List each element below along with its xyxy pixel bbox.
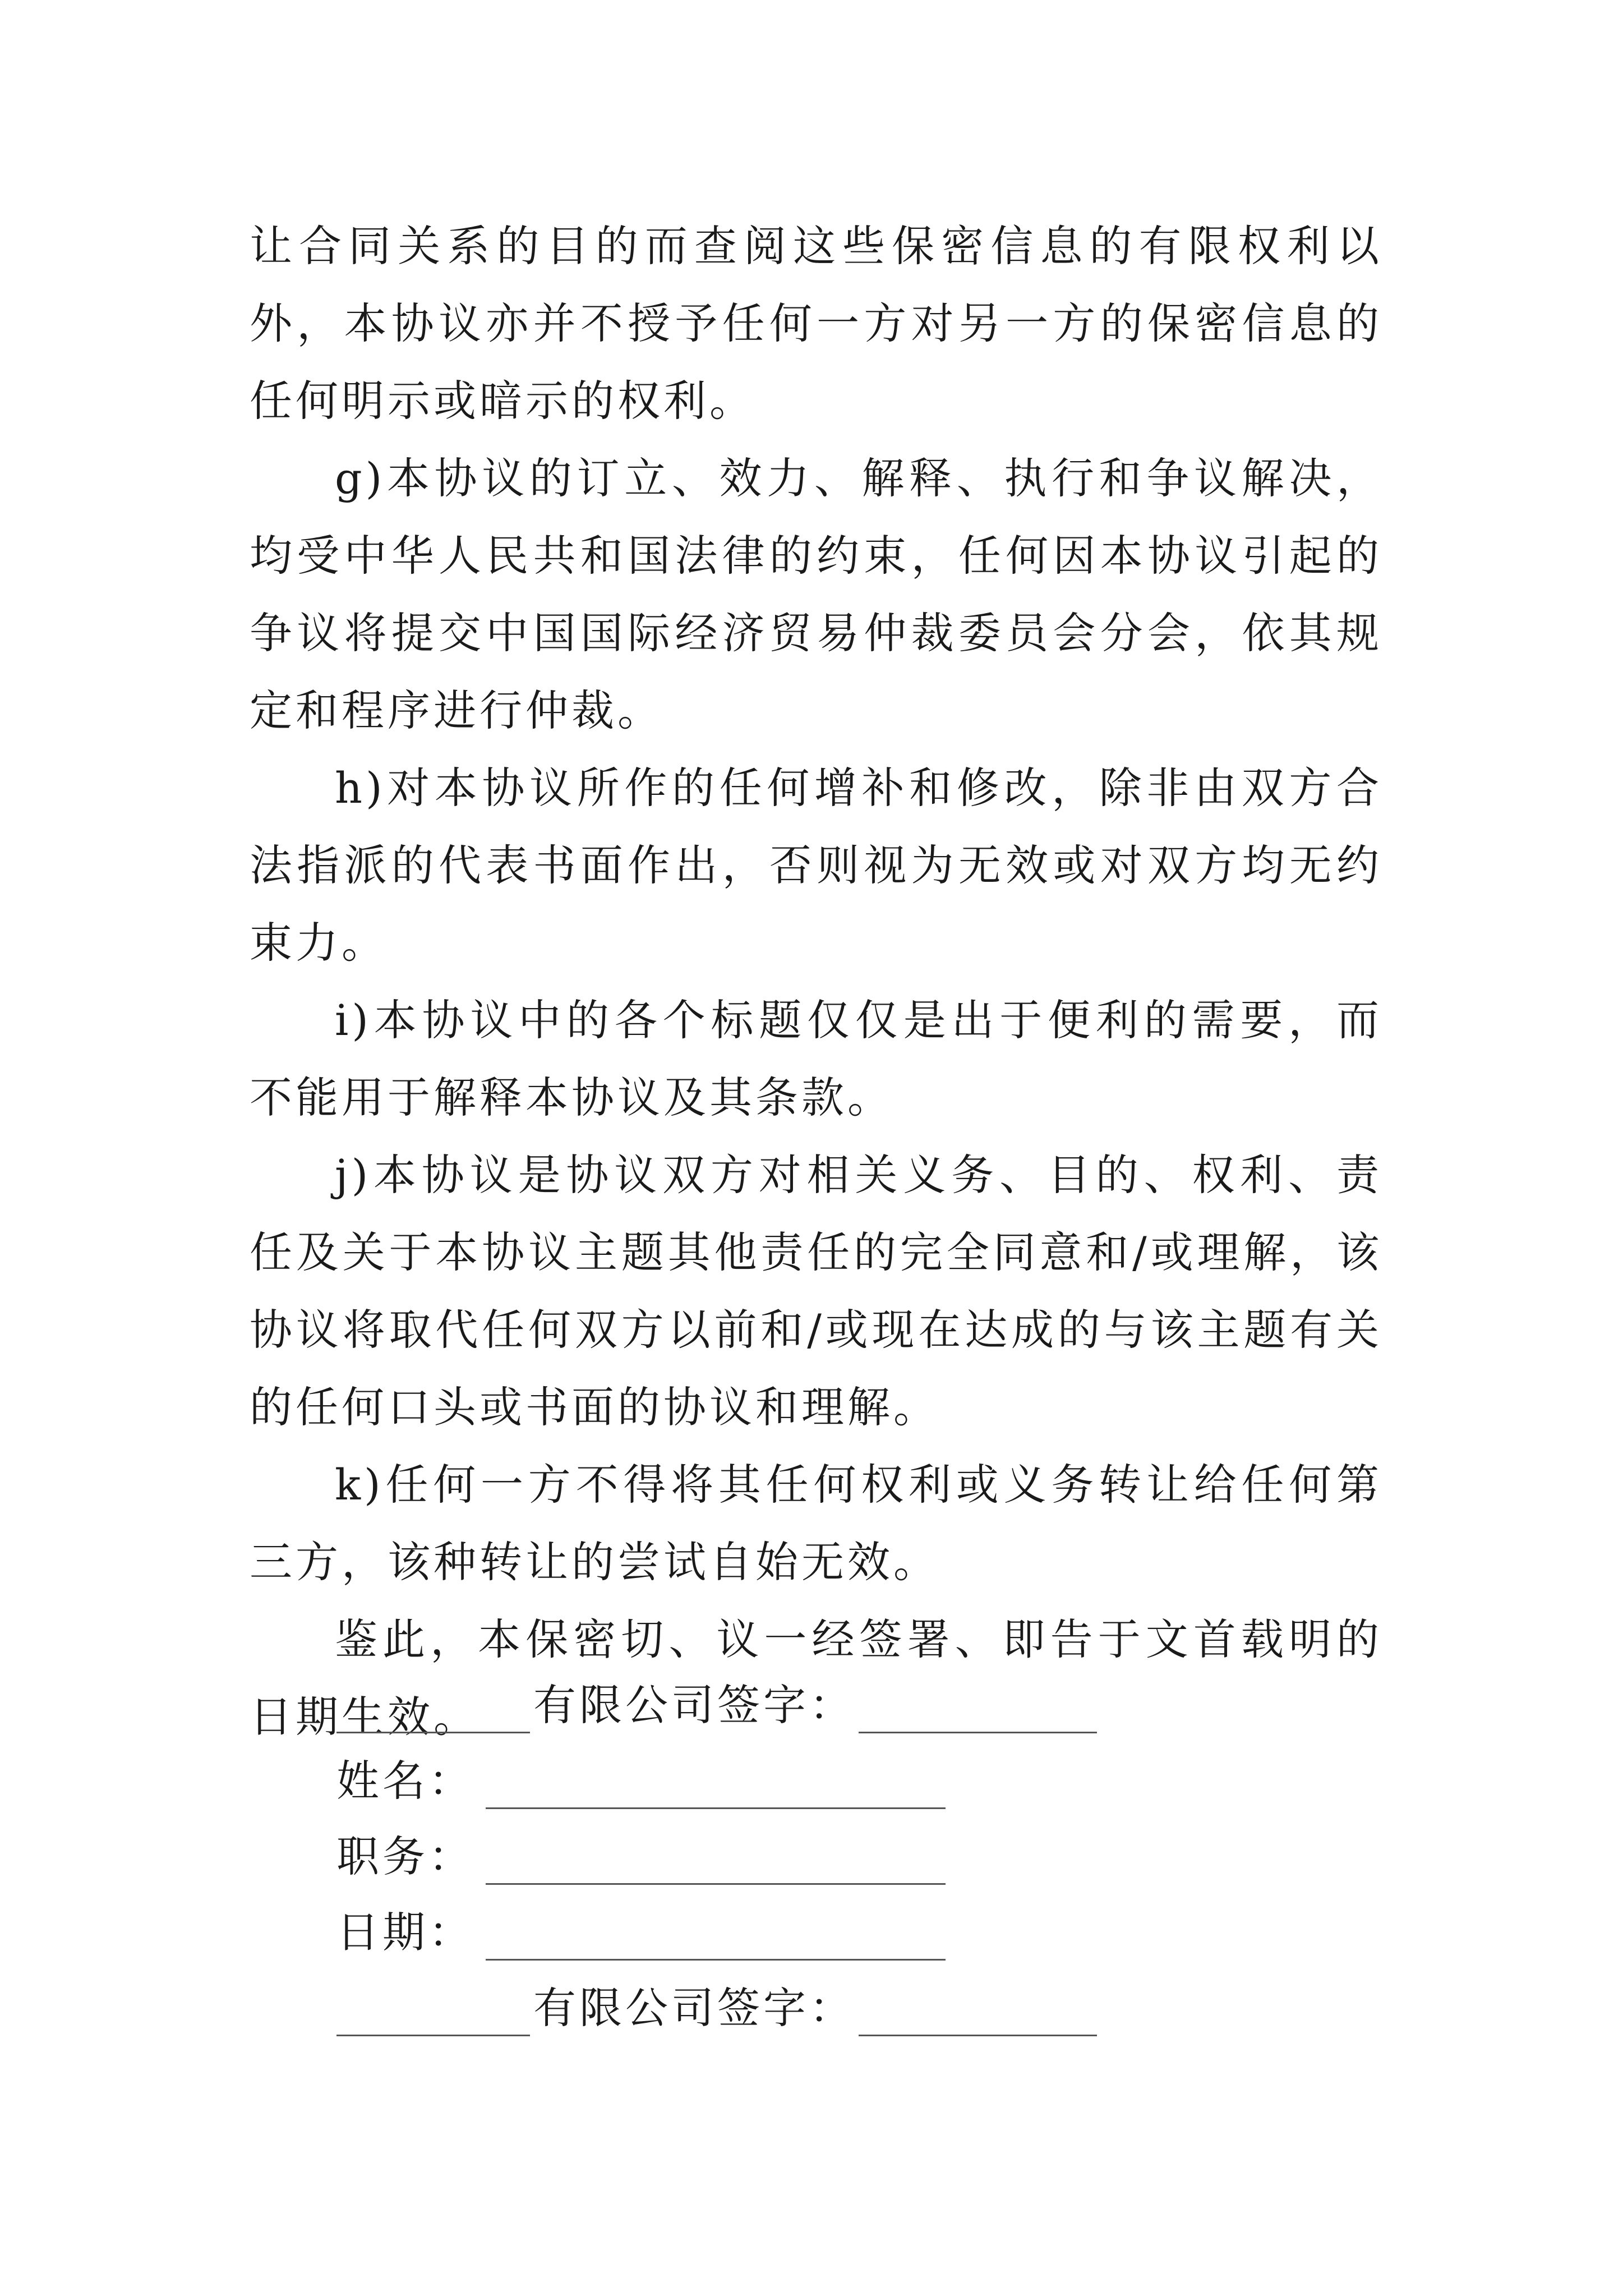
paragraph-i: i)本协议中的各个标题仅仅是出于便利的需要，而不能用于解释本协议及其条款。: [250, 995, 1382, 1122]
company-name-blank: [336, 1990, 530, 2036]
company-signature-label: 有限公司签字：: [533, 1983, 855, 2033]
paragraph-j: j)本协议是协议双方对相关义务、目的、权利、责任及关于本协议主题其他责任的完全同意和/或理解，该协议将取代任何双方以前和/或现在达成的与该主题有关的任何口头或书面的协议和理解。: [250, 1150, 1382, 1432]
paragraph-h: h)对本协议所作的任何增补和修改，除非由双方合法指派的代表书面作出，否则视为无效或对双方均无约束力。: [250, 763, 1382, 968]
paragraph-g: g)本协议的订立、效力、解释、执行和争议解决，均受中华人民共和国法律的约束，任何因本协议引起的争议将提交中国国际经济贸易仲裁委员会分会，依其规定和程序进行仲裁。: [250, 453, 1382, 735]
title-line: [336, 1829, 946, 1885]
body-text: [250, 208, 1382, 1756]
company-name-blank: [336, 1687, 530, 1733]
paragraph-k: k)任何一方不得将其任何权利或义务转让给任何第三方，该种转让的尝试自始无效。: [250, 1460, 1382, 1587]
date-label: 日期：: [336, 1907, 474, 1957]
name-blank: [486, 1763, 946, 1809]
date-blank: [486, 1914, 946, 1961]
title-label: 职务：: [336, 1832, 474, 1881]
signature-blank: [859, 1990, 1097, 2036]
date-line: [336, 1904, 946, 1961]
paragraph-effective: 鉴此，本保密切、议一经签署、即告于文首载明的日期生效。: [250, 1614, 1382, 1742]
paragraph-continuation: 让合同关系的目的而查阅这些保密信息的有限权利以外，本协议亦并不授予任何一方对另一方的保密信息的任何明示或暗示的权利。: [250, 221, 1382, 426]
company-signature-label: 有限公司签字：: [533, 1680, 855, 1730]
title-blank: [486, 1838, 946, 1885]
name-line: [336, 1753, 946, 1809]
company-signature-line-2: [336, 1980, 1097, 2036]
name-label: 姓名：: [336, 1756, 474, 1806]
signature-blank: [859, 1687, 1097, 1733]
company-signature-line-1: [336, 1677, 1097, 1733]
